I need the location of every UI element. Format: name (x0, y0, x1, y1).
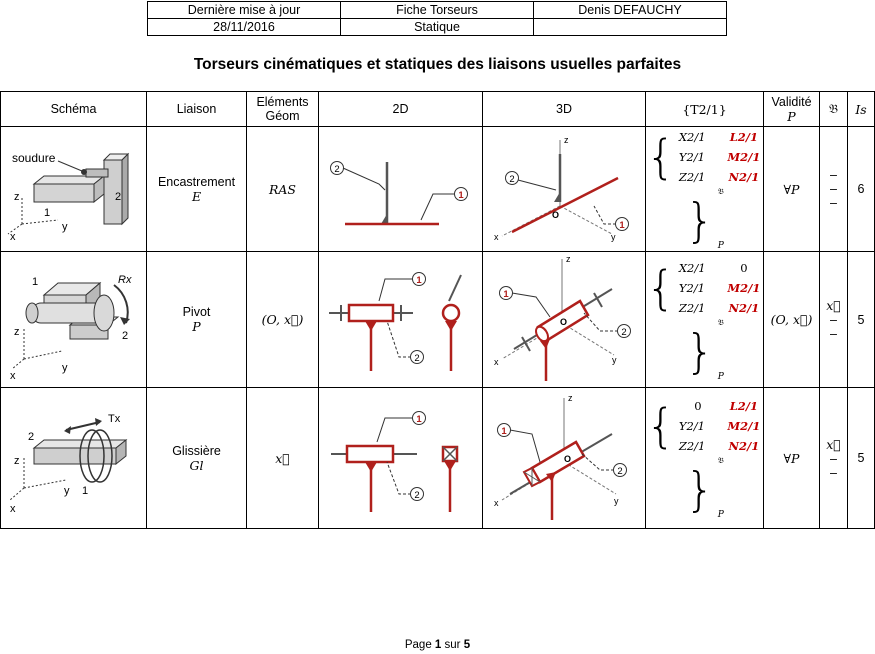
validite-cell-pivot: (O, x⃗) (764, 252, 820, 388)
torseur-point: P (717, 510, 724, 520)
torseur-n: N2/1 (728, 170, 760, 184)
schema-axis-y-1: y (61, 220, 67, 233)
axis-x-3d-encastrement: x (494, 231, 499, 242)
base-line-2: – (830, 313, 837, 327)
schema-axis-z-3: z (13, 454, 19, 467)
label-1-2d-pivot: 1 (415, 275, 422, 286)
torseur-x: X2/1 (678, 130, 706, 144)
diagram-3d-glissiere-cell (483, 388, 646, 529)
elements-cell-glissiere: x⃗ (247, 388, 319, 529)
liaisons-table (0, 91, 875, 529)
liaison-symbol-glissiere: Gl (189, 457, 204, 473)
glissiere-3d-diagram (484, 390, 644, 524)
torseur-z: Z2/1 (678, 170, 706, 184)
brace-right: } (685, 462, 715, 517)
table-row-encastrement (1, 127, 875, 252)
header-empty-cell (534, 19, 727, 36)
base-cell-glissiere (820, 388, 848, 529)
pivot-3d-diagram (484, 253, 644, 383)
page-footer (0, 639, 875, 651)
col-header-validite-line2: P (787, 108, 796, 124)
torseur-point: P (717, 371, 724, 382)
base-line-2: – (830, 182, 837, 196)
liaison-cell-pivot (147, 252, 247, 388)
torseur-n: N2/1 (728, 439, 760, 453)
label-1-3d-pivot: 1 (503, 289, 509, 300)
torseur-point: P (717, 241, 724, 251)
schema-label-tx: Tx (107, 412, 120, 425)
elements-cell-encastrement: RAS (247, 127, 319, 252)
torseur-l: L2/1 (729, 130, 759, 144)
liaison-cell-encastrement (147, 127, 247, 252)
base-cell-encastrement (820, 127, 848, 252)
col-header-elements-line2: Géom (265, 109, 300, 123)
axis-x-3d-glissiere: x (494, 497, 499, 508)
liaison-name-pivot: Pivot (182, 305, 211, 319)
base-line-3: – (830, 465, 837, 480)
validite-cell-encastrement: ∀P (764, 127, 820, 252)
schema-axis-z-1: z (13, 190, 19, 203)
brace-right: } (685, 193, 715, 248)
schema-axis-y-2: y (61, 362, 67, 374)
table-header-row (1, 92, 875, 127)
encastrement-schema-drawing (4, 134, 144, 242)
brace-right: } (685, 324, 715, 379)
liaison-symbol-pivot: P (192, 319, 201, 334)
col-header-schema: Schéma (1, 92, 147, 127)
page-title: Torseurs cinématiques et statiques des liaisons usuelles parfaites (193, 56, 682, 73)
footer-prefix: Page (404, 639, 432, 651)
schema-axis-x-2: x (9, 370, 15, 382)
encastrement-2d-diagram (321, 134, 481, 242)
torseur-n: N2/1 (728, 300, 760, 315)
table-row-pivot (1, 252, 875, 388)
validite-cell-glissiere: ∀P (764, 388, 820, 529)
base-line-1: x⃗ (826, 436, 841, 452)
diagram-2d-glissiere-cell (319, 388, 483, 529)
document-header-table (147, 1, 727, 36)
torseur-base-symbol: 𝔅 (717, 187, 724, 196)
schema-label-part2-1: 2 (114, 190, 121, 203)
brace-left: { (646, 260, 676, 315)
header-sheet-name: Fiche Torseurs (341, 2, 534, 19)
axis-x-3d-pivot: x (494, 357, 499, 367)
header-author: Denis DEFAUCHY (534, 2, 727, 19)
table-row-glissiere (1, 388, 875, 529)
schema-cell-encastrement (1, 127, 147, 252)
label-1-3d-glissiere: 1 (501, 425, 507, 437)
brace-left: { (646, 399, 676, 453)
pivot-2d-diagram (321, 253, 481, 383)
torseur-l: L2/1 (729, 399, 759, 413)
label-2-2d-encastrement: 2 (333, 163, 340, 175)
torseur-matrix-encastrement (679, 127, 763, 187)
torseur-base-symbol: 𝔅 (717, 456, 724, 465)
torseur-y: Y2/1 (678, 150, 705, 164)
schema-label-part2-3: 2 (27, 430, 34, 443)
footer-middle: sur (444, 639, 461, 651)
elements-cell-pivot: (O, x⃗) (247, 252, 319, 388)
torseur-x-zero: 0 (694, 399, 702, 413)
is-cell-encastrement: 6 (848, 127, 875, 252)
torseur-y: Y2/1 (678, 419, 705, 433)
schema-label-part2-2: 2 (121, 330, 128, 342)
base-line-2: – (830, 451, 837, 466)
label-2-2d-pivot: 2 (413, 353, 420, 364)
footer-page-number: 1 (434, 639, 442, 651)
diagram-2d-encastrement-cell (319, 127, 483, 252)
point-O-3d-pivot: O (560, 317, 568, 327)
label-2-2d-glissiere: 2 (413, 489, 420, 501)
base-cell-pivot (820, 252, 848, 388)
axis-y-3d-encastrement: y (611, 231, 616, 242)
brace-left: { (646, 130, 676, 184)
liaison-cell-glissiere (147, 388, 247, 529)
axis-z-3d-encastrement: z (564, 134, 569, 145)
base-line-1: x⃗ (826, 298, 841, 313)
axis-y-3d-glissiere: y (614, 495, 619, 506)
torseur-l-zero: 0 (740, 260, 748, 275)
diagram-3d-pivot-cell (483, 252, 646, 388)
schema-axis-y-3: y (63, 484, 69, 497)
schema-label-soudure: soudure (11, 150, 55, 165)
col-header-3d: 3D (483, 92, 646, 127)
torseur-cell-pivot (646, 252, 764, 388)
liaison-name-encastrement: Encastrement (157, 174, 236, 189)
torseur-matrix-glissiere (679, 396, 763, 456)
torseur-base-symbol: 𝔅 (717, 317, 724, 327)
pivot-schema-drawing (4, 253, 144, 383)
footer-page-total: 5 (463, 639, 471, 651)
torseur-m: M2/1 (727, 419, 761, 433)
col-header-2d: 2D (319, 92, 483, 127)
label-2-3d-encastrement: 2 (509, 173, 515, 185)
schema-label-part1-3: 1 (81, 484, 88, 497)
schema-axis-x-1: x (9, 230, 15, 242)
torseur-m: M2/1 (727, 150, 761, 164)
axis-y-3d-pivot: y (612, 355, 617, 365)
diagram-2d-pivot-cell (319, 252, 483, 388)
schema-axis-z-2: z (13, 326, 19, 338)
torseur-z: Z2/1 (678, 300, 706, 315)
axis-z-3d-glissiere: z (568, 392, 573, 403)
is-cell-glissiere: 5 (848, 388, 875, 529)
torseur-matrix-pivot (679, 258, 763, 318)
encastrement-3d-diagram (484, 134, 644, 242)
torseur-x: X2/1 (678, 260, 706, 275)
glissiere-schema-drawing (4, 390, 144, 524)
col-header-validite-line1: Validité (771, 94, 812, 109)
axis-z-3d-pivot: z (566, 254, 571, 264)
base-line-3: – (830, 196, 837, 210)
label-1-2d-glissiere: 1 (415, 413, 422, 425)
is-cell-pivot: 5 (848, 252, 875, 388)
torseur-z: Z2/1 (678, 439, 706, 453)
schema-label-rx: Rx (117, 274, 131, 286)
col-header-validite (764, 92, 820, 127)
base-line-1: – (830, 168, 837, 182)
torseur-y: Y2/1 (678, 280, 705, 295)
col-header-elements-line1: Eléments (256, 95, 309, 109)
diagram-3d-encastrement-cell (483, 127, 646, 252)
label-2-3d-pivot: 2 (621, 327, 627, 338)
schema-label-part1-2: 1 (31, 276, 38, 288)
header-last-update-label: Dernière mise à jour (148, 2, 341, 19)
col-header-elements (247, 92, 319, 127)
schema-cell-glissiere (1, 388, 147, 529)
label-1-3d-encastrement: 1 (619, 219, 625, 231)
torseur-cell-encastrement (646, 127, 764, 252)
label-1-2d-encastrement: 1 (457, 189, 464, 201)
col-header-is: Is (848, 92, 875, 127)
base-line-3: – (830, 327, 837, 341)
torseur-m: M2/1 (727, 280, 761, 295)
liaison-symbol-encastrement: E (191, 188, 202, 204)
label-2-3d-glissiere: 2 (617, 465, 623, 477)
col-header-base: 𝔅 (820, 92, 848, 127)
schema-cell-pivot (1, 252, 147, 388)
header-date: 28/11/2016 (148, 19, 341, 36)
torseur-cell-glissiere (646, 388, 764, 529)
schema-axis-x-3: x (9, 502, 15, 515)
point-O-3d-encastrement: O (552, 209, 560, 220)
col-header-torseur: {T2/1} (646, 92, 764, 127)
col-header-liaison: Liaison (147, 92, 247, 127)
liaison-name-glissiere: Glissière (172, 443, 221, 458)
point-O-3d-glissiere: O (564, 453, 572, 464)
header-topic: Statique (341, 19, 534, 36)
glissiere-2d-diagram (321, 390, 481, 524)
schema-label-part1-1: 1 (43, 206, 50, 219)
